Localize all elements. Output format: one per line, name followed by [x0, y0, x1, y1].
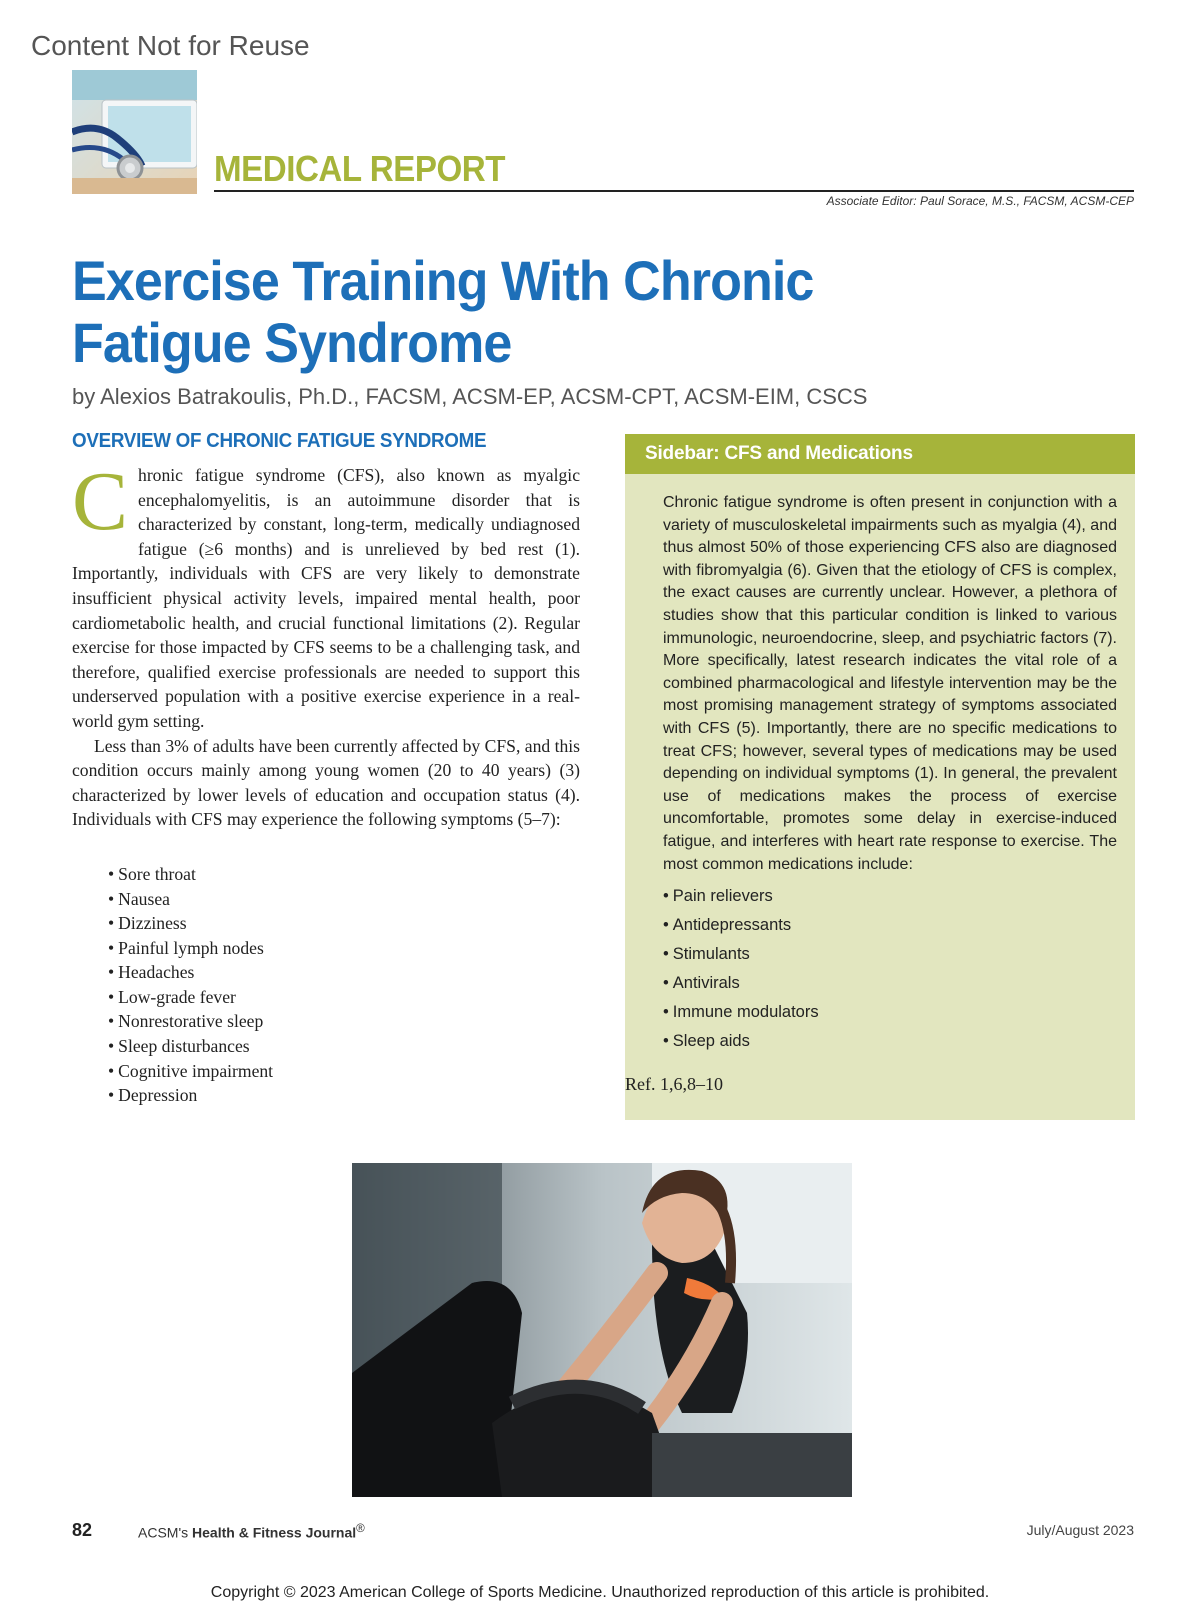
- dropcap: C: [72, 455, 129, 548]
- paragraph-1: [72, 455, 580, 734]
- header-rule: [214, 190, 1134, 192]
- list-item: • Headaches: [108, 960, 580, 985]
- sidebar-text: Chronic fatigue syndrome is often present in conjunction with a variety of musculoskeletal impairments such as myalgia (4), and thus almost 50% of those experiencing CFS also are diagnosed with fibromyalgia (6). Given that the etiology of CFS is complex, the exact causes are currently unclear. However, a plethora of studies show that this particular condition is linked to various immunologic, neuroendocrine, sleep, and psychiatric factors (7). More specifically, latest research indicates the vital role of a combined pharmacological and lifestyle intervention may be the most promising management strategy of symptoms associated with CFS (5). Importantly, there are no specific medications to treat CFS; however, several types of medications may be used depending on individual symptoms (1). In general, the prevalent use of medications makes the process of exercise uncomfortable, promotes some delay in exercise-induced fatigue, and interferes with heart rate response to exercise. The most common medications include:: [663, 494, 1117, 873]
- watermark: Content Not for Reuse: [31, 30, 310, 61]
- list-item: • Antidepressants: [663, 911, 1117, 940]
- treadmill-photo: [352, 1163, 852, 1497]
- paragraph-2: Less than 3% of adults have been currently affected by CFS, and this condition occurs mainly among young women (20 to 40 years) (3) characterized by lower levels of education and occupation status (4). Individuals with CFS may experience the following symptoms (5–7):: [72, 735, 580, 830]
- journal-prefix: ACSM's: [138, 1524, 193, 1541]
- main-column: [72, 430, 580, 1108]
- byline: by Alexios Batrakoulis, Ph.D., FACSM, ACSM-EP, ACSM-CPT, ACSM-EIM, CSCS: [72, 384, 868, 409]
- registered-mark: ®: [356, 1522, 365, 1535]
- list-item: • Depression: [108, 1083, 580, 1108]
- list-item: • Pain relievers: [663, 882, 1117, 911]
- list-item: • Dizziness: [108, 911, 580, 936]
- medication-list: [663, 882, 1117, 1056]
- journal-name: [138, 1522, 365, 1541]
- article-title: Exercise Training With Chronic Fatigue Syndrome: [72, 249, 814, 374]
- list-item: • Antivirals: [663, 969, 1117, 998]
- list-item: • Sleep disturbances: [108, 1034, 580, 1059]
- sidebar-box: [625, 434, 1135, 1120]
- section-heading: OVERVIEW OF CHRONIC FATIGUE SYNDROME: [72, 430, 487, 452]
- list-item: • Sore throat: [108, 862, 580, 887]
- list-item: • Stimulants: [663, 940, 1117, 969]
- paragraph-1-text: hronic fatigue syndrome (CFS), also known as myalgic encephalomyelitis, is an autoimmune disorder that is characterized by constant, long-term, medically undiagnosed fatigue (≥6 months) and is unrelieved by bed rest (1). Importantly, individuals with CFS are very likely to demonstrate insufficient physical activity levels, impaired mental health, poor cardiometabolic health, and crucial functional limitations (2). Regular exercise for those impacted by CFS seems to be a challenging task, and therefore, qualified exercise professionals are needed to support this underserved population with a positive exercise experience in a real-world gym setting.: [72, 465, 580, 731]
- list-item: • Cognitive impairment: [108, 1059, 580, 1084]
- list-item: • Nausea: [108, 887, 580, 912]
- sidebar-heading: Sidebar: CFS and Medications: [625, 434, 1135, 474]
- list-item: • Low-grade fever: [108, 985, 580, 1010]
- list-item: • Painful lymph nodes: [108, 936, 580, 961]
- sidebar-reference: Ref. 1,6,8–10: [625, 1074, 723, 1094]
- sidebar-body: [625, 474, 1135, 1056]
- symptom-list: [108, 862, 580, 1108]
- associate-editor: Associate Editor: Paul Sorace, M.S., FACSM, ACSM-CEP: [826, 194, 1134, 208]
- page-number: 82: [72, 1520, 93, 1540]
- list-item: • Immune modulators: [663, 998, 1117, 1027]
- journal-title: Health & Fitness Journal: [192, 1524, 357, 1541]
- list-item: • Nonrestorative sleep: [108, 1009, 580, 1034]
- section-tag: MEDICAL REPORT: [214, 148, 506, 189]
- stethoscope-tablet-photo: [72, 70, 197, 194]
- list-item: • Sleep aids: [663, 1027, 1117, 1056]
- copyright-notice: Copyright © 2023 American College of Sports Medicine. Unauthorized reproduction of this article is prohibited.: [210, 1584, 990, 1601]
- issue-date: July/August 2023: [1026, 1522, 1134, 1538]
